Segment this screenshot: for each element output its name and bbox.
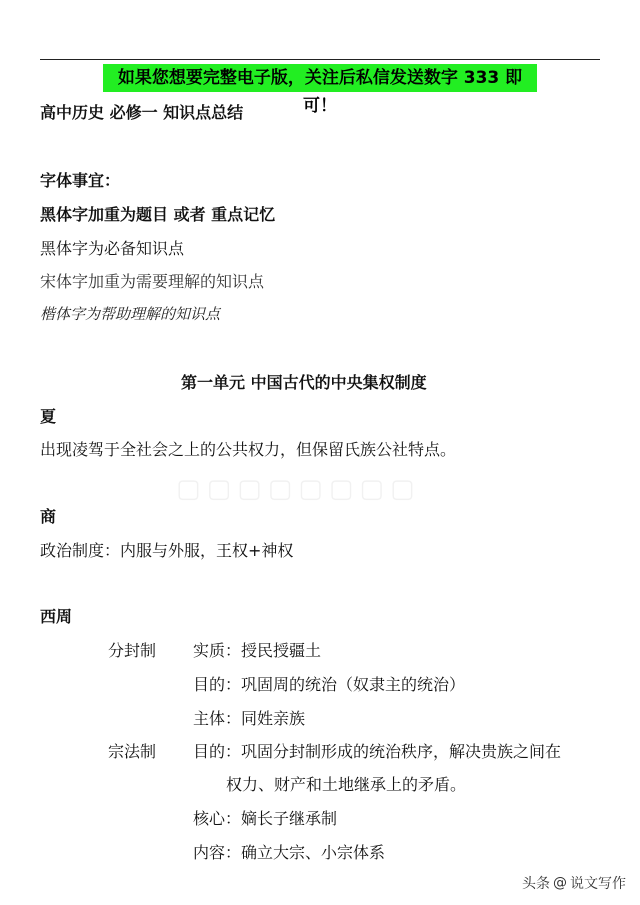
zongfa-purpose-line1: 目的：巩固分封制形成的统治秩序，解决贵族之间在: [193, 742, 562, 761]
zongfa-content: 内容：确立大宗、小宗体系: [193, 843, 386, 862]
fengjian-essence: 实质：授民授疆土: [193, 641, 322, 660]
legend-bold: 黑体字为必备知识点: [40, 239, 185, 258]
fengjian-purpose: 目的：巩固周的统治（奴隶主的统治）: [193, 675, 466, 694]
source-watermark: [522, 873, 626, 893]
at-icon: @: [553, 875, 567, 891]
section-heading-shang: 商: [40, 507, 57, 526]
fengjian-subject: 主体：同姓亲族: [193, 709, 306, 728]
legend-heading: 字体事宜：: [40, 171, 121, 190]
promo-banner: 如果您想要完整电子版，关注后私信发送数字 333 即可！: [103, 64, 537, 92]
zongfa-purpose-line2: 权力、财产和土地继承上的矛盾。: [226, 775, 467, 794]
author-name: 说文写作: [570, 876, 626, 892]
zongfa-label: 宗法制: [108, 742, 157, 761]
zongfa-core: 核心：嫡长子继承制: [193, 809, 338, 828]
faint-watermark: ▢▢▢▢▢▢▢▢: [176, 474, 421, 504]
source-prefix: 头条: [522, 876, 550, 892]
top-divider: [40, 59, 600, 60]
legend-bold-heavy: 黑体字加重为题目 或者 重点记忆: [40, 205, 276, 224]
section-heading-xia: 夏: [40, 407, 57, 426]
legend-song-bold: 宋体字加重为需要理解的知识点: [40, 272, 265, 291]
fengjian-label: 分封制: [108, 641, 157, 660]
legend-kai: 楷体字为帮助理解的知识点: [40, 305, 221, 323]
unit-title: 第一单元 中国古代的中央集权制度: [181, 373, 427, 392]
xia-text: 出现凌驾于全社会之上的公共权力，但保留氏族公社特点。: [40, 440, 457, 459]
shang-text: 政治制度：内服与外服，王权+神权: [40, 541, 294, 560]
document-title: 高中历史 必修一 知识点总结: [40, 103, 244, 122]
section-heading-xizhou: 西周: [40, 607, 73, 626]
